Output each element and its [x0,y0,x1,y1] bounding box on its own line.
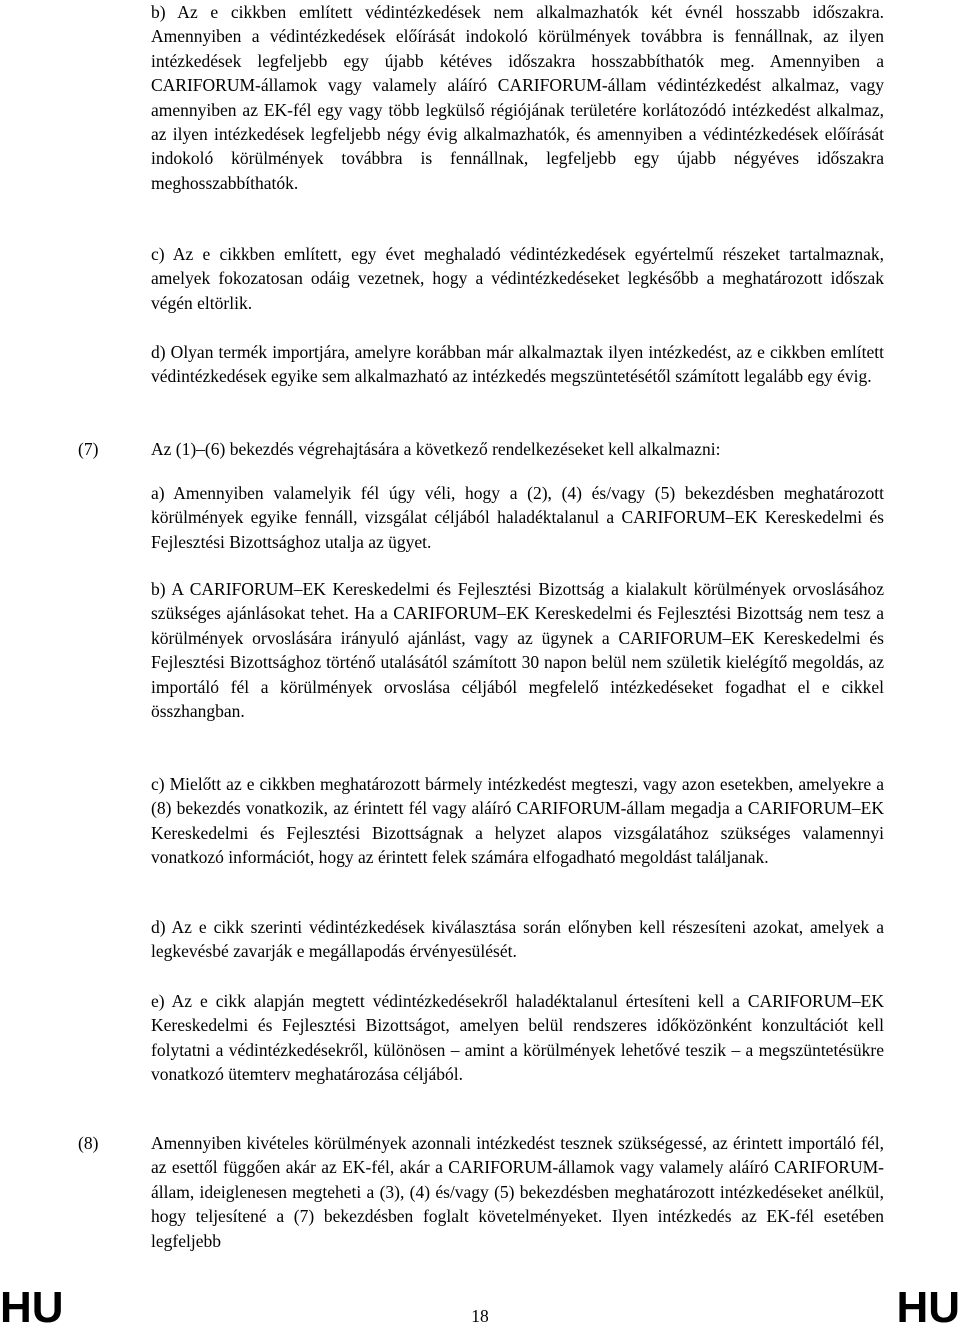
paragraph-8-number: (8) [78,1133,99,1153]
paragraph-7a: a) Amennyiben valamelyik fél úgy véli, hogy a (2), (4) és/vagy (5) bekezdésben meghatározott körülmények egyike fennáll, vizsgálat céljából haladéktalanul a CARIFORUM–EK Kereskedelmi és Fejlesztési Bizottsághoz utalja az ügyet. [151,483,884,552]
paragraph-6d: d) Olyan termék importjára, amelyre korábban már alkalmaztak ilyen intézkedést, az e cikkben említett védintézkedések egyike sem alkalmazható az intézkedés megszüntetésétől számított legalább egy évig. [151,342,884,387]
footer-language-right: HU [896,1283,960,1332]
paragraph-7d: d) Az e cikk szerinti védintézkedések kiválasztása során előnyben kell részesíteni azokat, amelyek a legkevésbé zavarják e megállapodás érvényesülését. [151,917,884,962]
paragraph-7c: c) Mielőtt az e cikkben meghatározott bármely intézkedést megteszi, vagy azon esetekben, amelyekre a (8) bekezdés vonatkozik, az érintett fél vagy aláíró CARIFORUM-állam megadja a CARIFORUM–EK Kereskedelmi és Fejlesztési Bizottságnak a helyzet alapos vizsgálatához szükséges valamennyi vonatkozó információt, hogy az érintett felek számára elfogadható megoldást találjanak. [151,774,884,868]
paragraph-6c: c) Az e cikkben említett, egy évet meghaladó védintézkedések egyértelmű részeket tartalmaznak, amelyek fokozatosan odáig vezetnek, hogy a védintézkedéseket legkésőbb a meghatározott időszak végén eltörlik. [151,244,884,313]
paragraph-6b: b) Az e cikkben említett védintézkedések nem alkalmazhatók két évnél hosszabb időszakra. Amennyiben a védintézkedések előírását indokoló körülmények továbbra is fennállnak, az ilyen intézkedések legfeljebb egy újabb kétéves időszakra hosszabbíthatók meg. Amennyiben a CARIFORUM-államok vagy valamely aláíró CARIFORUM-állam védintézkedést alkalmaz, vagy amennyiben az EK-fél egy vagy több legkülső régiójának területére korlátozódó intézkedést alkalmaz, az ilyen intézkedések legfeljebb négy évig alkalmazhatók, és amennyiben a védintézkedések előírását indokoló körülmények továbbra is fennállnak, legfeljebb egy újabb négyéves időszakra meghosszabbíthatók. [151,2,884,193]
footer-language-left: HU [0,1283,64,1332]
paragraph-7-number: (7) [78,439,99,459]
paragraph-7-intro: Az (1)–(6) bekezdés végrehajtására a következő rendelkezéseket kell alkalmazni: [151,439,721,459]
paragraph-7b: b) A CARIFORUM–EK Kereskedelmi és Fejlesztési Bizottság a kialakult körülmények orvoslásához szükséges ajánlásokat tehet. Ha a CARIFORUM–EK Kereskedelmi és Fejlesztési Bizottság nem tesz a körülmények orvoslására irányuló ajánlást, vagy az ügynek a CARIFORUM–EK Kereskedelmi és Fejlesztési Bizottsághoz történő utalásától számított 30 napon belül nem születik kielégítő megoldás, az importáló fél a körülmények orvoslása céljából megfelelő intézkedéseket fogadhat el e cikkel összhangban. [151,579,884,722]
page-number: 18 [471,1306,489,1326]
paragraph-7e: e) Az e cikk alapján megtett védintézkedésekről haladéktalanul értesíteni kell a CARIFORUM–EK Kereskedelmi és Fejlesztési Bizottságot, amelyen belül rendszeres időközönként konzultációt kell folytatni a védintézkedésekről, különösen – amint a körülmények lehetővé teszik – a megszüntetésükre vonatkozó ütemterv meghatározása céljából. [151,991,884,1085]
paragraph-8: Amennyiben kivételes körülmények azonnali intézkedést tesznek szükségessé, az érintett importáló fél, az esettől függően akár az EK-fél, akár a CARIFORUM-államok vagy valamely aláíró CARIFORUM-állam, ideiglenesen megteheti a (3), (4) és/vagy (5) bekezdésben meghatározott intézkedéseket anélkül, hogy teljesítené a (7) bekezdésben foglalt követelményeket. Ilyen intézkedés az EK-fél esetében legfeljebb [151,1133,884,1251]
